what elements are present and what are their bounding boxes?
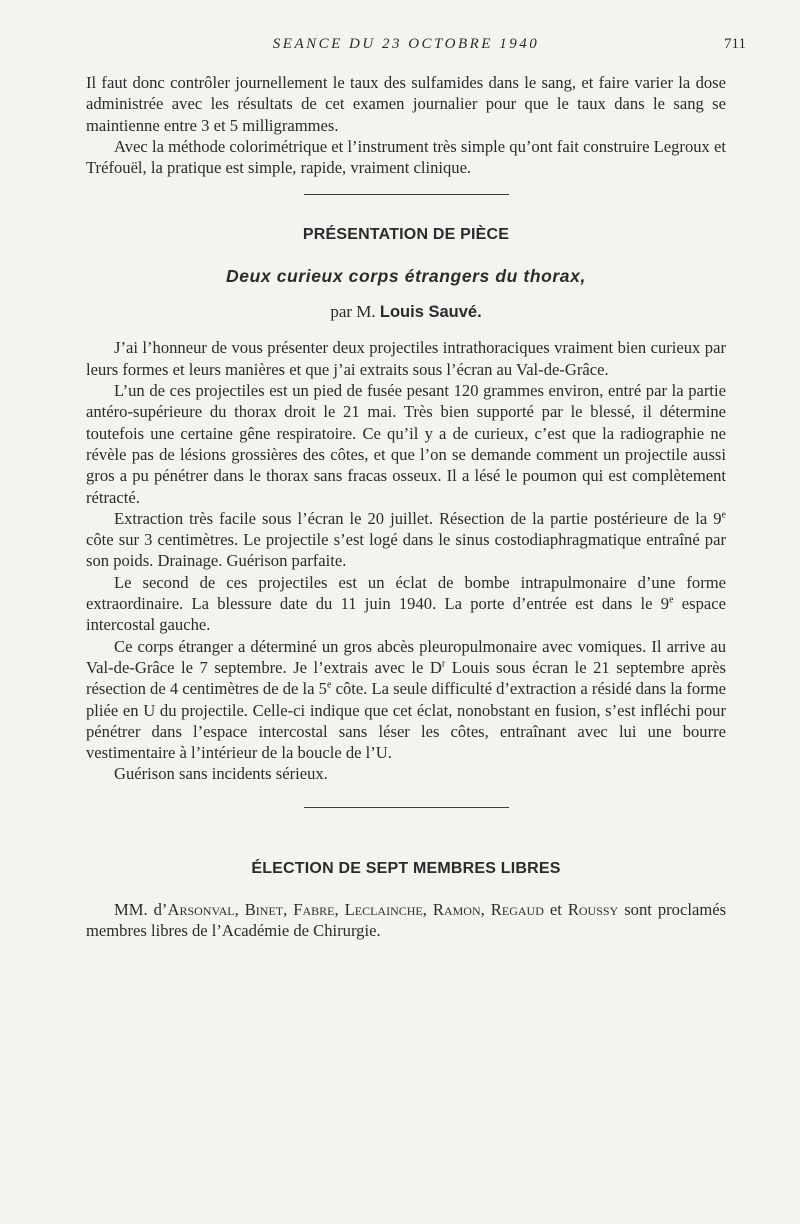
p3-superscript: e: [721, 509, 726, 521]
p5-superscript-2: e: [326, 679, 332, 691]
p5-text-b: Louis sous écran le 21 septembre après résection de 4 centimètres de de la 5: [86, 657, 726, 699]
p5-text-a: Ce corps étranger a déterminé un gros abcès pleuropulmonaire avec vomiques. Il arrive au Val-de-Grâce le 7 septembre. Je l’extrais avec le D: [86, 636, 726, 677]
section-divider-2: [304, 807, 509, 808]
article-paragraph-5: [86, 636, 726, 764]
election-suffix: sont proclamés membres libres de l’Académie de Chirurgie.: [86, 899, 727, 941]
page-number: 711: [724, 36, 746, 52]
document-page: [86, 30, 746, 941]
member-name: Roussy: [567, 899, 619, 919]
article-title: Deux curieux corps étrangers du thorax,: [226, 266, 586, 287]
intro-paragraph-1: Il faut donc contrôler journellement le taux des sulfamides dans le sang, et faire varier la dose administrée avec les résultats de cet examen journalier pour que le taux dans le sang se maintienne entre 3 et 5 milligrammes.: [86, 73, 726, 135]
p4-superscript: e: [669, 594, 674, 606]
running-title: SEANCE DU 23 OCTOBRE 1940: [272, 36, 540, 52]
article-paragraph-2: L’un de ces projectiles est un pied de fusée pesant 120 grammes environ, entré par la partie antéro-supérieure du thorax droit le 21 mai. Très bien supporté par le blessé, il détermine toutefois une certaine gêne respiratoire. Ce qu’il y a de curieux, c’est que la radiographie ne révèle pas de lésions grossières des côtes, et que l’on se demande comment un projectile aussi gros a pu pénétrer dans le thorax sans fracas osseux. Il a lésé le poumon qui est complètement rétracté.: [86, 381, 726, 507]
article-paragraph-4: [86, 572, 726, 636]
running-header: [86, 30, 746, 58]
p3-text-b: côte sur 3 centimètres. Le projectile s’est logé dans le sinus costodiaphragmatique entraîné par son poids. Drainage. Guérison parfaite.: [86, 530, 726, 571]
article-paragraph-3: [86, 508, 726, 572]
byline: [86, 302, 726, 322]
author-name: Louis Sauvé.: [379, 303, 482, 322]
section-title-election: ÉLECTION DE SEPT MEMBRES LIBRES: [251, 859, 561, 877]
election-paragraph: MM. d’Arsonval, Binet, Fabre, Leclainche, Ramon, Regaud et Roussy sont proclamés membres libres de l’Académie de Chirurgie.: [86, 899, 727, 941]
p4-text-b: espace intercostal gauche.: [86, 594, 726, 635]
section-divider: [304, 194, 509, 195]
member-name: Leclainche: [344, 899, 423, 919]
member-name: Fabre: [293, 899, 335, 919]
intro-text: [86, 72, 726, 178]
member-name: Ramon: [432, 899, 481, 919]
p3-text-a: Extraction très facile sous l’écran le 20 juillet. Résection de la partie postérieure de la 9: [114, 508, 722, 528]
article-body: [86, 337, 726, 784]
election-body: [86, 899, 726, 942]
p5-superscript-1: r: [441, 658, 446, 670]
member-name: Arsonval: [167, 899, 235, 919]
member-name: Binet: [244, 899, 284, 919]
section-title-presentation: PRÉSENTATION DE PIÈCE: [302, 226, 510, 244]
election-prefix: MM. d’: [114, 899, 168, 919]
byline-prefix: par M.: [330, 302, 376, 322]
p4-text-a: Le second de ces projectiles est un éclat de bombe intrapulmonaire d’une forme extraordinaire. La blessure date du 11 juin 1940. La porte d’entrée est dans le 9: [86, 572, 726, 614]
article-paragraph-6: Guérison sans incidents sérieux.: [114, 764, 328, 784]
p5-text-c: côte. La seule difficulté d’extraction a résidé dans la forme pliée en U du projectile. Celle-ci indique que cet éclat, nonobstant en fusion, s’est infléchi pour pénétrer dans l’espace intercostal sans léser les côtes, entraînant avec lui une bourre vestimentaire à l’intérieur de la boucle de l’U.: [86, 679, 726, 763]
conjunction: et: [549, 899, 562, 919]
article-paragraph-1: J’ai l’honneur de vous présenter deux projectiles intrathoraciques vraiment bien curieux par leurs formes et leurs manières et que j’ai extraits sous l’écran au Val-de-Grâce.: [86, 338, 726, 379]
intro-paragraph-2: Avec la méthode colorimétrique et l’instrument très simple qu’ont fait construire Legroux et Tréfouël, la pratique est simple, rapide, vraiment clinique.: [86, 136, 726, 178]
member-name: Regaud: [490, 899, 544, 919]
